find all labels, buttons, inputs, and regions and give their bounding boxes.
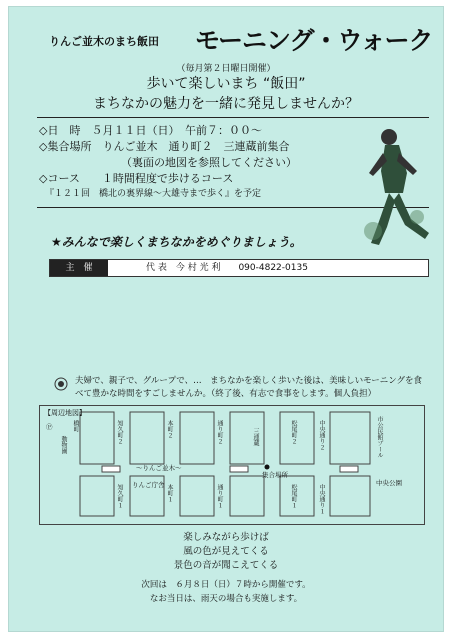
map-label-tori2: 通り町２	[216, 420, 223, 444]
map-label-ringo-bank: りんご庁舎	[132, 481, 165, 489]
map-label-namiki: ～りんご並木～	[136, 464, 182, 472]
invitation-note: 夫婦で、親子で、グループで、… まちなかを楽しく歩いた後は、美味しいモーニングを食べて豊かな時間をすごしませんか。（終了後、有志で食事をします。個人負担）	[75, 376, 423, 399]
map-title: 【周辺地図】	[44, 409, 86, 417]
map-label-park: 動物園	[60, 436, 67, 454]
map-label-hashi: 橋町	[72, 420, 79, 432]
map-label-chuo2: 中央通り２	[318, 420, 325, 450]
map-label-chikyu1: 知久町１	[116, 484, 123, 508]
slogan: ★みんなで楽しくまちなかをめぐりましょう。	[51, 235, 302, 249]
flyer-subtitle: りんご並木のまち飯田	[49, 35, 159, 48]
divider-top	[37, 117, 429, 118]
area-map	[39, 405, 425, 525]
map-label-hon2: 本町２	[166, 420, 173, 438]
meeting-place-note: （裏面の地図を参照してください）	[121, 156, 297, 169]
course-info: ◇コース １時間程度で歩けるコース	[39, 172, 234, 185]
map-label-matsuo2: 松尾町２	[290, 420, 297, 444]
map-label-pool: 市公民館プール	[376, 416, 383, 458]
lead-line-2: まちなかの魅力を一緒に発見しませんか？	[93, 96, 359, 112]
map-label-chuo-park: 中央公園	[376, 479, 402, 487]
next-event: 次回は ６月８日（日）７時から開催です。	[141, 580, 311, 590]
rain-note: なお当日は、雨天の場合も実施します。	[149, 594, 303, 604]
sun-icon	[51, 377, 71, 391]
flyer-sheet	[8, 6, 444, 632]
schedule-note: （毎月第２日曜日開催）	[176, 64, 276, 74]
walker-illustration	[359, 123, 439, 251]
course-detail: 『１２１回 橋北の裏界線～大雄寺まで歩く』を予定	[45, 189, 262, 199]
map-label-chuo1: 中央通り１	[318, 484, 325, 514]
map-roads	[40, 406, 424, 524]
lead-line-1: 歩いて楽しいまち “飯田”	[146, 76, 306, 92]
organizer-contact: 代 表 今 村 光 利 090-4822-0135	[146, 263, 308, 273]
parking-icon: Ⓟ	[46, 423, 53, 431]
map-label-tori1: 通り町１	[216, 484, 223, 508]
event-date: ◇日 時 ５月１１日（日） 午前７：００～	[39, 124, 262, 137]
closing-line-2: 風の色が見えてくる	[183, 546, 269, 557]
map-label-hon1: 本町１	[166, 484, 173, 502]
closing-line-1: 楽しみながら歩けば	[183, 532, 269, 543]
map-label-chikyu2: 知久町２	[116, 420, 123, 444]
meeting-place: ◇集合場所 りんご並木 通り町２ 三連蔵前集合	[39, 140, 290, 153]
map-label-matsuo1: 松尾町１	[290, 484, 297, 508]
organizer-label: 主 催	[50, 260, 108, 276]
flyer-title: モーニング・ウォーク	[195, 26, 433, 55]
map-label-meeting: 集合場所	[262, 471, 288, 479]
organizer-band	[49, 259, 429, 277]
map-label-sanrenzo: 三連蔵	[252, 428, 259, 446]
closing-line-3: 景色の音が聞こえてくる	[173, 560, 279, 571]
